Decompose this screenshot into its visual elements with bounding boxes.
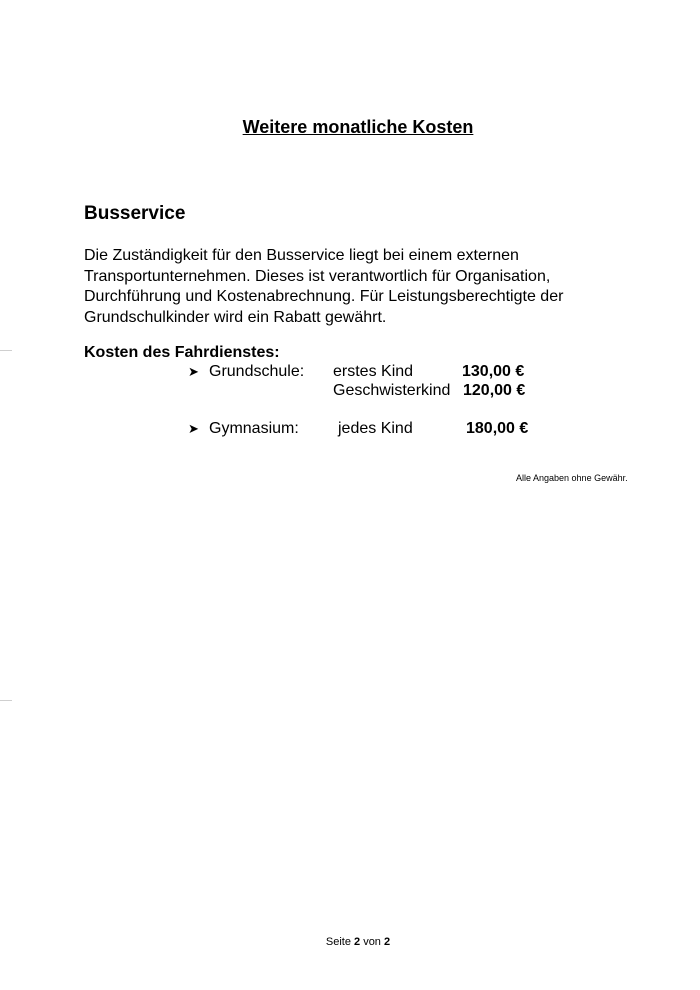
sibling-label: Geschwisterkind bbox=[333, 382, 451, 399]
footer-total-pages: 2 bbox=[384, 936, 391, 948]
body-line: Die Zuständigkeit für den Busservice liegt bei einem externen bbox=[84, 247, 519, 264]
footer-current-page: 2 bbox=[354, 936, 361, 948]
arrowhead-bullet-icon: ➤ bbox=[188, 364, 199, 379]
footer-prefix: Seite bbox=[325, 936, 351, 948]
body-line: Durchführung und Kostenabrechnung. Für Leistungsberechtigte der bbox=[84, 288, 564, 305]
each-child-price: 180,00 € bbox=[466, 420, 529, 437]
footer-separator: von bbox=[363, 936, 381, 948]
disclaimer: Alle Angaben ohne Gewähr. bbox=[516, 473, 628, 483]
arrowhead-bullet-icon: ➤ bbox=[188, 421, 199, 436]
section-heading: Busservice bbox=[84, 203, 186, 224]
page-footer bbox=[0, 935, 700, 949]
edge-mark-bottom bbox=[0, 700, 12, 701]
body-line: Grundschulkinder wird ein Rabatt gewährt. bbox=[84, 308, 387, 326]
each-child-label: jedes Kind bbox=[338, 420, 413, 437]
section-body bbox=[84, 246, 604, 328]
page-title: Weitere monatliche Kosten bbox=[242, 117, 474, 137]
first-child-label: erstes Kind bbox=[333, 363, 414, 380]
grundschule-label: Grundschule: bbox=[209, 363, 305, 380]
first-child-price: 130,00 € bbox=[462, 363, 525, 380]
edge-mark-top bbox=[0, 350, 12, 351]
costs-heading: Kosten des Fahrdienstes: bbox=[84, 344, 280, 361]
sibling-price: 120,00 € bbox=[463, 382, 526, 399]
body-line: Transportunternehmen. Dieses ist verantwortlich für Organisation, bbox=[84, 267, 551, 285]
gymnasium-label: Gymnasium: bbox=[209, 420, 299, 437]
